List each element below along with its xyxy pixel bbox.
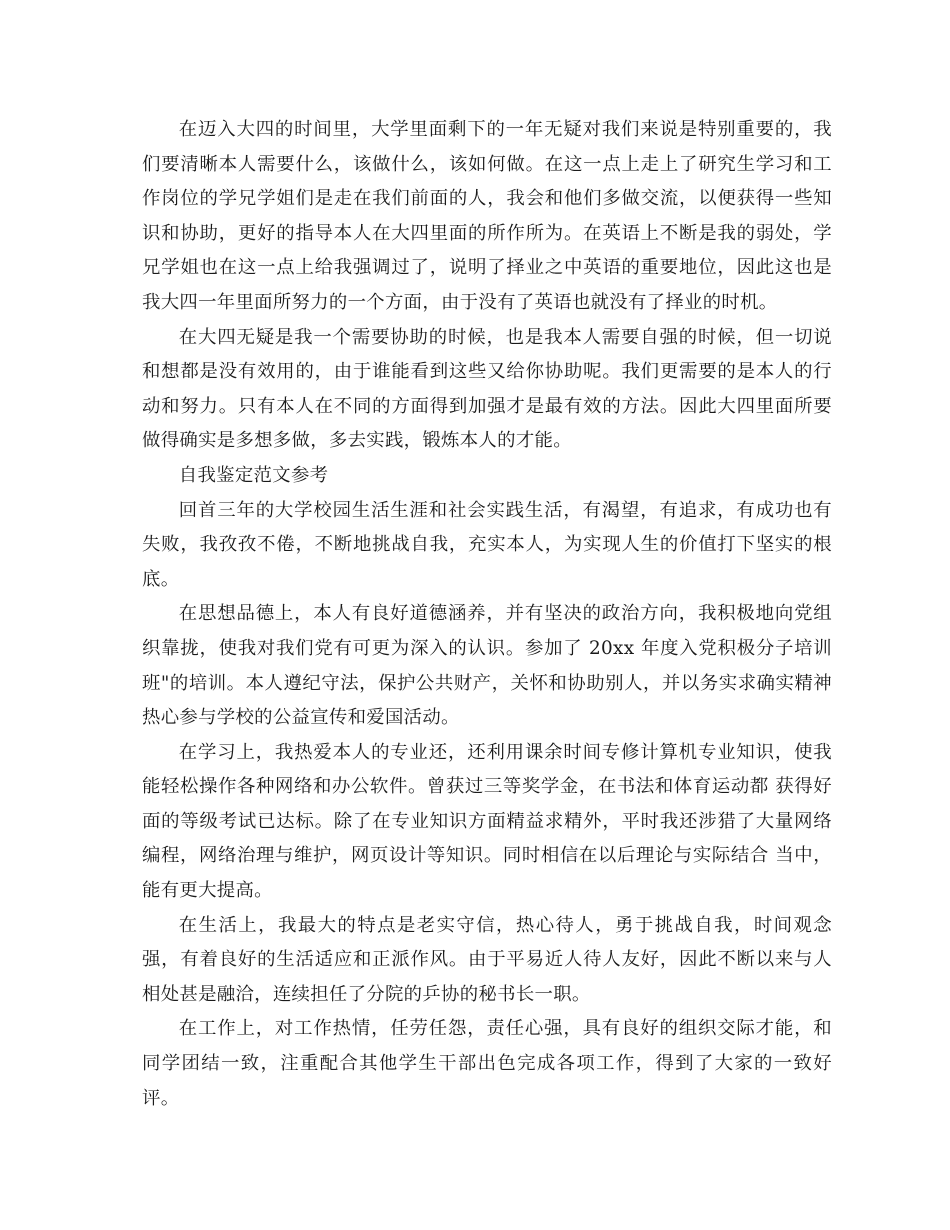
paragraph-review-intro: 回首三年的大学校园生活生涯和社会实践生活，有渴望，有追求，有成功也有失败，我孜孜不倦，不断地挑战自我，充实本人，为实现人生的价值打下坚实的根底。 <box>142 499 832 590</box>
paragraph-self-improvement: 在大四无疑是我一个需要协助的时候，也是我本人需要自强的时候，但一切说和想都是没有效用的，由于谁能看到这些又给你协助呢。我们更需要的是本人的行动和努力。只有本人在不同的方面得到加强才是最有效的方法。因此大四里面所要做得确实是多想多做，多去实践，锻炼本人的才能。 <box>142 326 832 452</box>
section-heading: 自我鉴定范文参考 <box>178 464 329 486</box>
paragraph-moral-character: 在思想品德上，本人有良好道德涵养，并有坚决的政治方向，我积极地向党组织靠拢，使我对我们党有可更为深入的认识。参加了 20xx 年度入党积极分子培训班"的培训。本人遵纪守法，保护公共财产，关怀和协助别人，并以务实求确实精神热心参与学校的公益宣传和爱国活动。 <box>142 603 832 729</box>
document-body <box>142 113 832 1116</box>
paragraph-senior-year-plans: 在迈入大四的时间里，大学里面剩下的一年无疑对我们来说是特别重要的，我们要清晰本人需要什么，该做什么，该如何做。在这一点上走上了研究生学习和工作岗位的学兄学姐们是走在我们前面的人，我会和他们多做交流，以便获得一些知识和协助，更好的指导本人在大四里面的所作所为。在英语上不断是我的弱处，学兄学姐也在这一点上给我强调过了，说明了择业之中英语的重要地位，因此这也是我大四一年里面所努力的一个方面，由于没有了英语也就没有了择业的时机。 <box>142 119 832 313</box>
paragraph-study: 在学习上，我热爱本人的专业还，还利用课余时间专修计算机专业知识，使我能轻松操作各种网络和办公软件。曾获过三等奖学金，在书法和体育运动都 获得好面的等级考试已达标。除了在专业知识方面精益求精外，平时我还涉猎了大量网络编程，网络治理与维护，网页设计等知识。同时相信在以后理论与实际结合 当中，能有更大提高。 <box>142 741 832 902</box>
paragraph-life: 在生活上，我最大的特点是老实守信，热心待人，勇于挑战自我，时间观念强，有着良好的生活适应和正派作风。由于平易近人待人友好，因此不断以来与人相处甚是融洽，连续担任了分院的乒协的秘书长一职。 <box>142 914 832 1005</box>
paragraph-work: 在工作上，对工作热情，任劳任怨，责任心强，具有良好的组织交际才能，和同学团结一致，注重配合其他学生干部出色完成各项工作，得到了大家的一致好评。 <box>142 1018 832 1109</box>
